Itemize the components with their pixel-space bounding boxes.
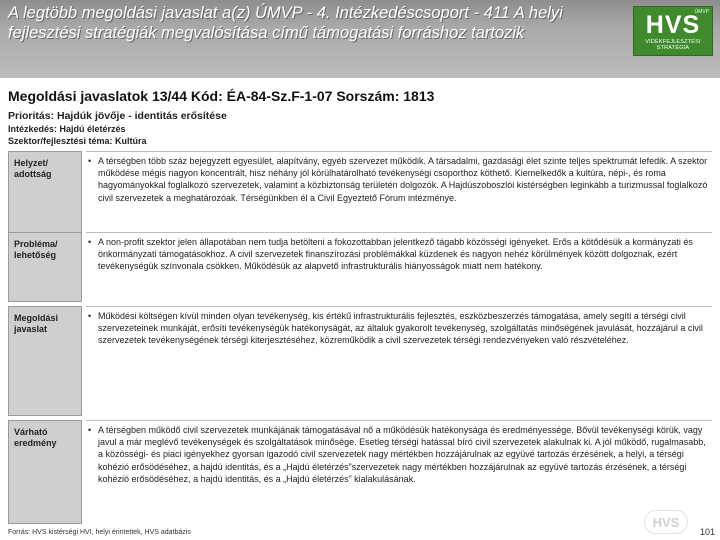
measure-line: Intézkedés: Hajdú életérzés	[8, 124, 126, 134]
section-text	[86, 151, 712, 204]
section-text	[86, 420, 712, 485]
bullet-icon: •	[88, 311, 92, 321]
hvs-logo	[633, 6, 713, 56]
bullet-icon: •	[88, 425, 92, 435]
section-body: A non-profit szektor jelen állapotában nem tudja betölteni a fokozottabban jelentkező tágabb közösségi igényeket. Erős a kötődésük a kormányzati és önkormányzati támogatásokhoz. A civil szervezetek finanszírozási problémákkal küzdenek és nagyon nehéz körülmények között dolgoznak, ezért tevékenységük színvonala csökken. Működésük az alapvető infrastrukturális hiányosságok miatt nem hatékony.	[98, 237, 693, 272]
section-text	[86, 232, 712, 273]
section-label: Várható eredmény	[8, 420, 82, 524]
logo-subtitle: VIDÉKFEJLESZTÉSI STRATÉGIA	[645, 39, 701, 51]
watermark-logo: HVS	[644, 510, 688, 534]
source-footer: Forrás: HVS kistérségi HVI, helyi érintettek, HVS adatbázis	[8, 529, 191, 536]
section-label: Probléma/ lehetőség	[8, 232, 82, 302]
section-label: Helyzet/ adottság	[8, 151, 82, 233]
section-body: A térségben több száz bejegyzett egyesület, alapítvány, egyéb szervezet működik. A társadalmi, gazdasági élet szinte teljes spektrumát lefedik. A szektor működése mégis nagyon koncentrált, hisz néhány jól körülhatárolható tevékenységi csoporthoz köthető. Kiemelkedők a kultúra, népi-, és roma hagyományokkal foglalkozó szervezetek, valamint a közbiztonság területén dolgozók. A Hajdúszoboszlói kistérségben leginkább a turizmussal foglalkozó civil szervezetek a meghatározóak. Térségünkben él a Civil Egyeztető Fórum intézménye.	[98, 156, 708, 203]
slide-title: A legtöbb megoldási javaslat a(z) ÚMVP - 4. Intézkedéscsoport - 411 A helyi fejlesztési stratégiák megvalósítása című támogatási forráshoz tartozik	[8, 4, 563, 42]
logo-main-text: HVS	[645, 11, 701, 39]
section-text	[86, 306, 712, 347]
sector-line: Szektor/fejlesztési téma: Kultúra	[8, 136, 147, 146]
section-label: Megoldási javaslat	[8, 306, 82, 416]
section-body: A térségben működő civil szervezetek munkájának támogatásával nő a működésük hatékonysága és eredményessége. Bővül tevékenységi körük, vagy javul a már meglévő tevékenységek és szolgáltatások minősége. Esetleg térségi hatással bíró civil szervezetek alakulnak ki. A jól működő, rugalmasabb, a közösségi- és piaci igényekhez gyorsan igazodó civil szervezetek nagy mértékben hozzájárulnak az együvé tartozás érzésének, a helyi, a térségi kohézió erősödéséhez, a hajdú identitás, és a „Hajdú életérzés”szervezetek nagy mértékben hozzájárulnak az együvé tartozás érzésének, a térségi kohézió erősödéséhez, a hajdú identitás, és a „Hajdú életérzés” kialakulásának.	[98, 425, 706, 484]
section-body: Működési költségen kívül minden olyan tevékenység, kis értékű infrastrukturális fejlesztés, eszközbeszerzés támogatása, amely segíti a térségi civil szervezeteinek munkáját, erősíti tevékenységük hatékonyságát, az általuk gyakorolt tevékenység, szolgáltatás minőségének javulását, hozzájárul a civil szervezetek tevékenységének térségi kiterjesztéséhez, közreműködik a civil szervezetek térségi rendezvényeken való részvételéhez.	[98, 311, 703, 346]
page-heading: Megoldási javaslatok 13/44 Kód: ÉA-84-Sz.F-1-07 Sorszám: 1813	[8, 88, 435, 104]
logo-tag: ÚMVP	[694, 9, 709, 15]
slide-header	[0, 0, 720, 78]
page-number: 101	[700, 527, 716, 537]
bullet-icon: •	[88, 237, 92, 247]
bullet-icon: •	[88, 156, 92, 166]
priority-line: Prioritás: Hajdúk jövője - identitás erősítése	[8, 110, 227, 122]
